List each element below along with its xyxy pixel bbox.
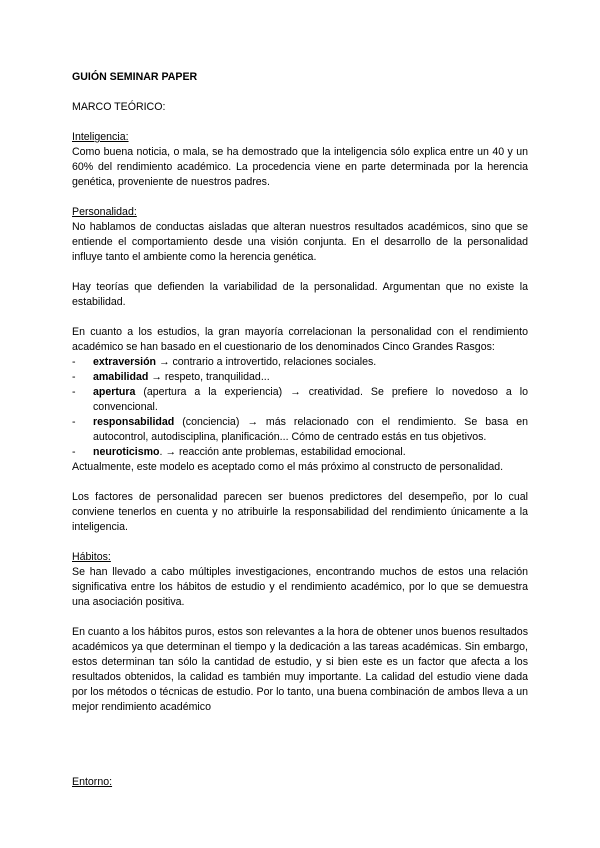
heading-habitos: Hábitos: xyxy=(72,551,111,563)
document-body xyxy=(72,70,528,790)
trait-term: extraversión xyxy=(93,356,157,368)
trait-description: → respeto, tranquilidad... xyxy=(148,371,270,383)
trait-description: → contrario a introvertido, relaciones sociales. xyxy=(156,356,377,368)
paragraph-personalidad-2: Hay teorías que defienden la variabilidad de la personalidad. Argumentan que no existe la estabilidad. xyxy=(72,281,528,308)
paragraph-personalidad-3: En cuanto a los estudios, la gran mayoría correlacionan la personalidad con el rendimiento académico se han basado en el cuestionario de los denominados Cinco Grandes Rasgos: xyxy=(72,326,528,353)
trait-term: apertura xyxy=(93,386,136,398)
paragraph-personalidad-5: Los factores de personalidad parecen ser buenos predictores del desempeño, por lo cual conviene tenerlos en cuenta y no atribuirle la responsabilidad del rendimiento únicamente a la inteligencia. xyxy=(72,491,528,533)
list-item xyxy=(72,445,528,460)
paragraph-personalidad-4: Actualmente, este modelo es aceptado como el más próximo al constructo de personalidad. xyxy=(72,461,504,473)
bullet-dash: - xyxy=(72,356,76,368)
paragraph-habitos-1: Se han llevado a cabo múltiples investigaciones, encontrando muchos de estos una relación significativa entre los hábitos de estudio y el rendimiento académico, por lo que se demuestra una asociación positiva. xyxy=(72,566,528,608)
trait-term: amabilidad xyxy=(93,371,149,383)
heading-entorno: Entorno: xyxy=(72,776,113,788)
heading-inteligencia: Inteligencia: xyxy=(72,131,129,143)
trait-description: . → reacción ante problemas, estabilidad emocional. xyxy=(159,446,406,458)
bullet-dash: - xyxy=(72,446,76,458)
trait-description: (apertura a la experiencia) → creatividad. Se prefiere lo novedoso a lo convencional. xyxy=(93,386,528,413)
bullet-dash: - xyxy=(72,416,76,428)
section-marco-teorico: MARCO TEÓRICO: xyxy=(72,101,166,113)
list-item xyxy=(72,370,528,385)
trait-description: (conciencia) → más relacionado con el rendimiento. Se basa en autocontrol, autodisciplina, planificación... Cómo de centrado estás en tus objetivos. xyxy=(93,416,528,443)
bullet-dash: - xyxy=(72,371,76,383)
paragraph-inteligencia: Como buena noticia, o mala, se ha demostrado que la inteligencia sólo explica entre un 40 y un 60% del rendimiento académico. La procedencia viene en parte determinada por la herencia genética, proveniente de nuestros padres. xyxy=(72,146,528,188)
paragraph-habitos-2: En cuanto a los hábitos puros, estos son relevantes a la hora de obtener unos buenos resultados académicos ya que determinan el tiempo y la dedicación a las tareas académicas. Sin embargo, estos determinan tan sólo la cantidad de estudio, y si bien este es un factor que afecta a los resultados obtenidos, la calidad es también muy importante. La calidad del estudio viene dada por los métodos o técnicas de estudio. Por lo tanto, una buena combinación de ambos lleva a un mejor rendimiento académico xyxy=(72,626,528,713)
trait-term: neuroticismo xyxy=(93,446,160,458)
big-five-list xyxy=(72,355,528,460)
document-title: GUIÓN SEMINAR PAPER xyxy=(72,71,198,83)
list-item xyxy=(72,355,528,370)
trait-term: responsabilidad xyxy=(93,416,175,428)
heading-personalidad: Personalidad: xyxy=(72,206,137,218)
bullet-dash: - xyxy=(72,386,76,398)
paragraph-personalidad-1: No hablamos de conductas aisladas que alteran nuestros resultados académicos, sino que se entiende el comportamiento desde una visión conjunta. En el desarrollo de la personalidad influye tanto el ambiente como la herencia genética. xyxy=(72,221,528,263)
list-item xyxy=(72,415,528,445)
list-item xyxy=(72,385,528,415)
